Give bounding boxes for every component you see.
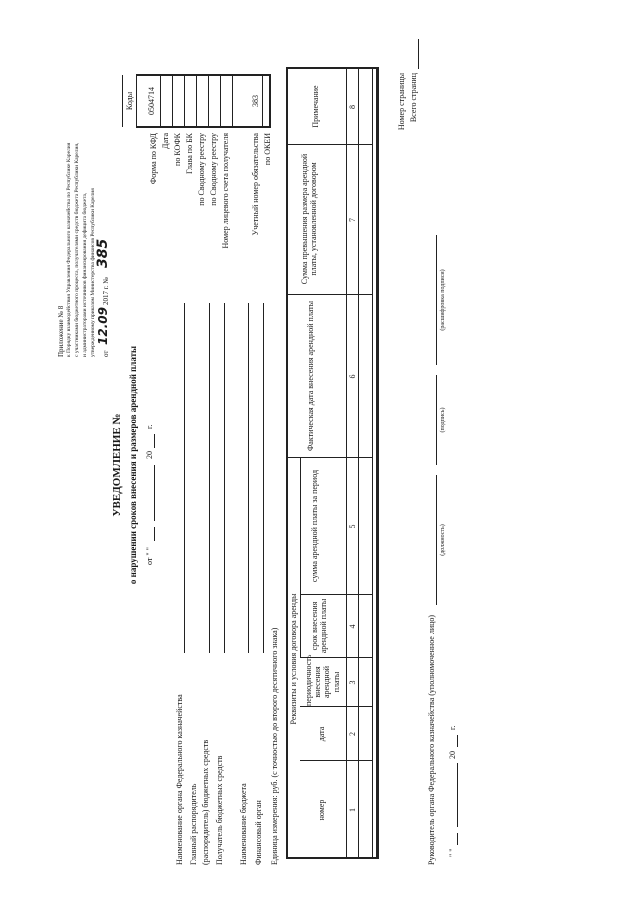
footer-day-line [457,833,458,845]
col-div-6 [286,294,372,295]
code-okei: 383 [251,95,260,107]
col-header-note: Примечание [311,85,320,128]
codes-row-line-3 [184,75,185,127]
col-num-5: 5 [348,524,357,529]
approval-line3: с участниками бюджетного процесса, получателями средств бюджета Республики Карелия, [74,142,80,357]
table-top-border [286,67,288,859]
approval-from: от [102,350,110,357]
field-budget-line [248,303,249,653]
field-budget-label: Наименование бюджета [239,783,248,865]
label-okei: по ОКЕИ [263,133,272,166]
col-num-2: 2 [348,732,357,736]
codes-row-line-5 [208,75,209,127]
field-recipient-line [224,303,225,653]
sub-position: (должность) [440,524,446,556]
codes-row-line-8 [262,75,263,127]
codes-header: Коды [125,91,134,111]
field-recipient-label: Получатель бюджетных средств [215,755,224,865]
col-div-2 [300,706,372,707]
codes-row-line-6 [220,75,221,127]
label-kofk: по КОФК [173,133,182,166]
page-number-label: Номер страницы [397,73,406,131]
table-bottom-border [376,67,379,859]
col-num-1: 1 [348,808,357,812]
head-signature-label: Руководитель органа Федерального казначейства (уполномоченное лицо) [427,614,436,865]
field-manager-label-b: (распорядитель) бюджетных средств [201,739,210,865]
group-header-divider [300,458,301,658]
col-header-actual-date: Фактическая дата внесения арендной платы [306,300,315,452]
field-finance-label: Финансовый орган [254,800,263,865]
signature-line [436,375,437,465]
field-manager-label-a: Главный распорядитель [189,783,198,865]
label-data: Дата [161,133,170,149]
title-date-year: 20 [145,451,154,459]
approval-line5: утвержденному приказом Министерства финансов Республики Карелия [90,188,96,357]
col-div-7 [286,144,372,145]
codes-right-border [136,74,270,76]
label-forma: Форма по КФД [149,133,158,185]
col-num-7: 7 [348,218,357,222]
col-header-excess: Сумма превышения размера арендной платы, установленной договором [300,153,319,285]
table-right-border [286,67,379,69]
approval-year: 2017 г. № [102,276,110,305]
col-num-4: 4 [348,624,357,629]
approval-date-handwritten: 12.09 [96,307,110,345]
codes-header-border [136,75,137,127]
sub-name: (расшифровка подписи) [440,269,446,331]
col-num-3: 3 [348,680,357,685]
footer-date-quote: " " [448,848,457,857]
pages-total-label: Всего страниц [409,73,418,123]
codes-row-line-7 [232,75,233,127]
field-treasury-line [184,303,185,653]
sub-signature: (подпись) [440,407,446,433]
name-line [436,235,437,365]
approval-line4: и администраторами источников финансирования дефицита бюджета, [82,192,88,357]
field-manager-line [209,303,210,653]
codes-left-border [136,126,270,128]
table-group-header: Реквизиты и условия договора аренды [289,593,298,725]
field-treasury-label: Наименование органа Федерального казначейства [175,694,184,865]
col-header-date: дата [317,726,326,742]
footer-month-line [457,763,458,827]
col-header-deadline: срок внесения арендной платы [310,598,329,654]
footer-year-line [457,735,458,747]
form-title: УВЕДОМЛЕНИЕ № [111,413,123,517]
footer-date-year: 20 [448,751,457,759]
col-header-periodicity: периодичность внесения арендной платы [304,654,341,706]
title-year-line [154,434,155,448]
codes-bottom-border [269,74,271,128]
title-date-from: от " " [145,547,154,565]
approval-line2: к Порядку взаимодействия Управления Федерального казначейства по Республике Карелия [66,142,72,357]
header-bottom-line [346,67,347,859]
form-subtitle: о нарушении сроков внесения и размеров арендной платы [128,345,138,585]
footer-date-suffix: г. [448,725,457,730]
code-forma: 0504714 [147,87,156,115]
title-date-suffix: г. [145,424,154,429]
label-uchet: Учетный номер обязательства [251,133,260,236]
title-month-line [154,465,155,521]
position-line [436,475,437,605]
approval-number-handwritten: 385 [95,238,111,268]
title-day-line [154,527,155,541]
codes-top-border [122,75,123,127]
data-inner-line [372,67,373,859]
numbers-bottom-line [358,67,359,859]
field-unit-label: Единица измерения: руб. (с точностью до второго десятичного знака) [270,627,279,865]
col-num-8: 8 [348,105,357,109]
label-glava: Глава по БК [185,133,194,174]
codes-row-line-2 [172,75,173,127]
label-svod2: по Сводному реестру [209,133,218,206]
col-num-6: 6 [348,374,357,379]
col-div-1 [300,760,372,761]
col-header-number: номер [317,799,326,821]
field-finance-line [263,303,264,653]
codes-row-line-4 [196,75,197,127]
col-header-sum: сумма арендной платы за период [310,469,319,583]
table-left-border [286,857,379,859]
pages-total-line [418,39,419,69]
codes-row-line-1 [160,75,161,127]
label-svod1: по Сводному реестру [197,133,206,206]
col-div-5 [286,457,372,458]
approval-line1: Приложение № 8 [57,305,65,357]
label-licevoy: Номер лицевого счета получателя [221,133,230,249]
